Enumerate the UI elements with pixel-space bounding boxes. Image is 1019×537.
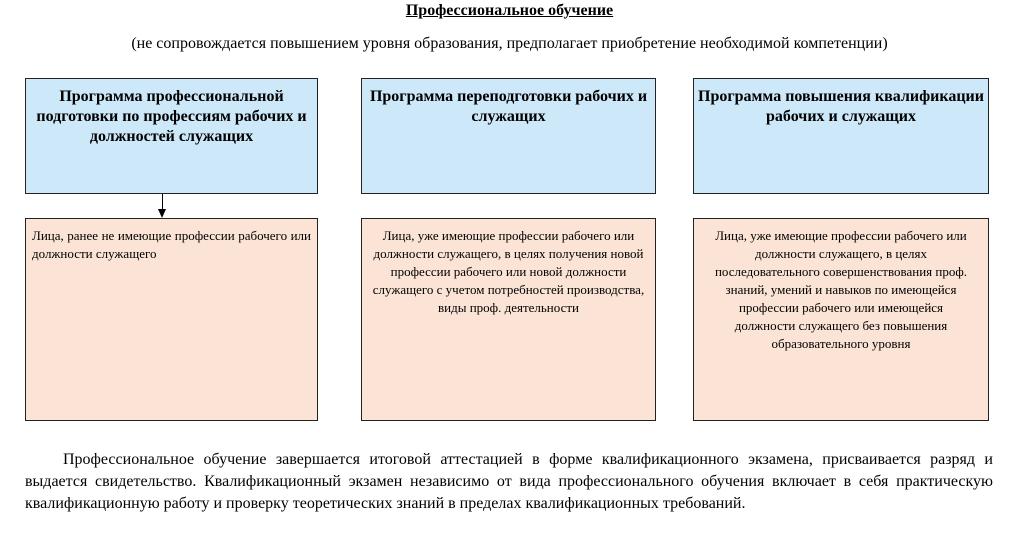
description-box-qualification: Лица, уже имеющие профессии рабочего или должности служащего, в целях последовательного совершенствования проф. знаний, умений и навыков по имеющейся профессии рабочего или имеющейся должности служащего без повышения образовательного уровня xyxy=(693,218,989,421)
description-box-training: Лица, ранее не имеющие профессии рабочего или должности служащего xyxy=(25,218,318,421)
footer-paragraph: Профессиональное обучение завершается итоговой аттестацией в форме квалификационного экзамена, присваивается разряд и выдается свидетельство. Квалификационный экзамен независимо от вида профессионального обучения включает в себя практическую квалификационную работу и проверку теоретических знаний в пределах квалификационных требований. xyxy=(25,451,993,512)
page-subtitle: (не сопровождается повышением уровня образования, предполагает приобретение необходимой компетенции) xyxy=(131,35,888,52)
program-box-retraining: Программа переподготовки рабочих и служащих xyxy=(361,78,656,194)
program-box-qualification: Программа повышения квалификации рабочих и служащих xyxy=(693,78,989,194)
program-box-training: Программа профессиональной подготовки по профессиям рабочих и должностей служащих xyxy=(25,78,318,194)
description-box-retraining: Лица, уже имеющие профессии рабочего или должности служащего, в целях получения новой профессии рабочего или новой должности служащего с учетом потребностей производства, виды проф. деятельности xyxy=(361,218,656,421)
arrow-down-icon xyxy=(158,209,166,218)
connector-arrow-line xyxy=(162,194,163,210)
page-title: Профессиональное обучение xyxy=(405,2,614,19)
